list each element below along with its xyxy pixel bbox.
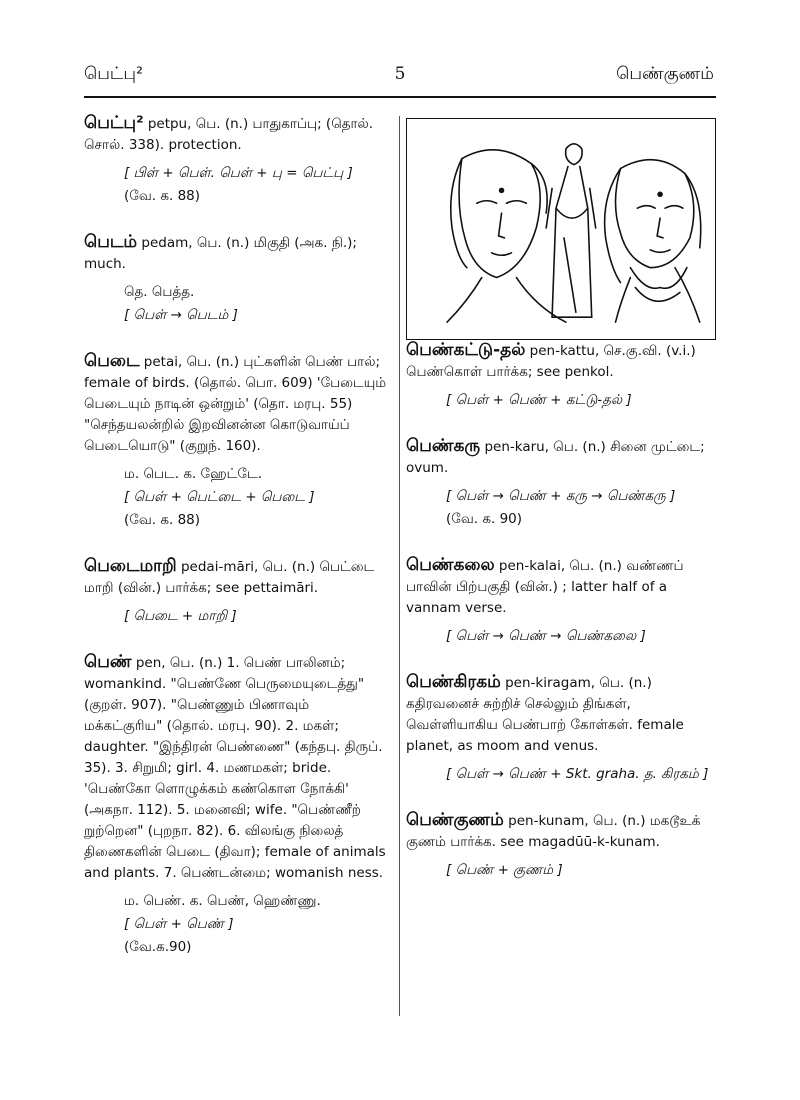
- definition: petpu, பெ. (n.) பாதுகாப்பு; (தொல். சொல். 338). protection.: [84, 116, 374, 153]
- definition: pen-karu, பெ. (n.) சினை முட்டை; ovum.: [406, 439, 705, 476]
- definition: pedam, பெ. (n.) மிகுதி (அக. நி.); much.: [84, 235, 357, 272]
- entry-pen-kattu-tal: [406, 340, 716, 412]
- definition: pedai-māri, பெ. (n.) பெட்டை மாறி (வின்.) பார்க்க; see pettaimāri.: [84, 559, 375, 596]
- left-column: [84, 113, 388, 983]
- etymology: [ பெள் → பெண் + கரு → பெண்கரு ]: [446, 488, 676, 504]
- women-line-drawing: [407, 119, 715, 339]
- headword: பெண்கலை: [406, 555, 495, 575]
- reference: (வே. க. 88): [124, 512, 201, 528]
- definition: pen-kalai, பெ. (n.) வண்ணப் பாவின் பிற்பகுதி (வின்.) ; latter half of a vannam verse.: [406, 558, 684, 616]
- definition: pen-kiragam, பெ. (n.) கதிரவனைச் சுற்றிச் செல்லும் திங்கள், வெள்ளியாகிய பெண்பாற் கோள்கள். female planet, as moom and venus.: [406, 675, 684, 754]
- reference: (வே. க. 88): [124, 188, 201, 204]
- etymology: [ பெள் + பெண் + கட்டு-தல் ]: [446, 392, 632, 408]
- etymology: [ பெள் → பெண் → பெண்கலை ]: [446, 628, 646, 644]
- etymology: [ பெடை + மாறி ]: [124, 608, 237, 624]
- entry-pedai-mari: [84, 556, 388, 628]
- entry-pen-kalai: [406, 555, 716, 648]
- header-right-guideword: பெண்குணம்: [616, 64, 714, 84]
- etymology: [ பெள் → பெண் + Skt. graha. த. கிரகம் ]: [446, 766, 709, 782]
- etymology: [ பெள் + பெண் ]: [124, 916, 234, 932]
- cognates: ம. பெட. க. ஹேட்டே.: [124, 466, 263, 482]
- headword: பெடைமாறி: [84, 556, 177, 576]
- entry-pen-kiragam: [406, 672, 716, 786]
- entry-pen: [84, 652, 388, 959]
- column-divider: [399, 116, 400, 1016]
- cognates: தெ. பெத்த.: [124, 284, 195, 300]
- entry-pen-kunam: [406, 810, 716, 882]
- definition: pen-kattu, செ.கு.வி. (v.i.) பெண்கொள் பார்க்க; see penkol.: [406, 343, 696, 380]
- entry-petai: [84, 351, 388, 532]
- headword: பெண்குணம்: [406, 810, 504, 830]
- header-rule: [84, 96, 716, 98]
- entry-pen-karu: [406, 436, 716, 531]
- etymology: [ பெள் + பெட்டை + பெடை ]: [124, 489, 315, 505]
- headword: பெண்கிரகம்: [406, 672, 501, 692]
- entry-pedam: [84, 232, 388, 327]
- page-number: 5: [394, 64, 406, 84]
- reference: (வே.க.90): [124, 939, 192, 955]
- etymology: [ பெண் + குணம் ]: [446, 862, 563, 878]
- entry-petpu: [84, 113, 388, 208]
- definition: petai, பெ. (n.) புட்களின் பெண் பால்; female of birds. (தொல். பொ. 609) 'பேடையும் பெடையும் நாடின் ஒன்றும்' (தொ. மரபு. 55) "செந்தயலன்றில் இறவினன்ன கொடுவாய்ப் பெடையொடு" (குறுந். 160).: [84, 354, 387, 454]
- headword: பெண்கட்டு-தல்: [406, 340, 526, 360]
- cognates: ம. பெண். க. பெண், ஹெண்ணு.: [124, 893, 321, 909]
- headword: பெடம்: [84, 232, 138, 252]
- definition: pen, பெ. (n.) 1. பெண் பாலினம்; womankind. "பெண்ணே பெருமையுடைத்து" (குறள். 907). "பெண்ணும் பிணாவும் மக்கட்குரிய" (தொல். மரபு. 90). 2. மகள்; daughter. "இந்திரன் பெண்ணை" (கந்தபு. திருப். 35). 3. சிறுமி; girl. 4. மணமகள்; bride. 'பெண்கோ ளொழுக்கம் கண்கொள நோக்கி' (அகநா. 112). 5. மனைவி; wife. "பெண்ணீற் றுற்றென" (புறநா. 82). 6. விலங்கு நிலைத் திணைகளின் பெடை (திவா); female of animals and plants. 7. பெண்டன்மை; womanish ness.: [84, 655, 386, 881]
- illustration-women: [406, 118, 716, 340]
- reference: (வே. க. 90): [446, 511, 523, 527]
- headword: பெண்கரு: [406, 436, 481, 456]
- headword: பெடை: [84, 351, 140, 371]
- headword: பெண்: [84, 652, 132, 672]
- header-left-guideword: பெட்பு²: [84, 64, 143, 84]
- etymology: [ பிள் + பெள். பெள் + பு = பெட்பு ]: [124, 165, 353, 181]
- right-column: [406, 340, 716, 906]
- definition: pen-kunam, பெ. (n.) மகடூஉக் குணம் பார்க்க. see magadūū-k-kunam.: [406, 813, 701, 850]
- etymology: [ பெள் → பெடம் ]: [124, 307, 238, 323]
- headword: பெட்பு²: [84, 113, 144, 133]
